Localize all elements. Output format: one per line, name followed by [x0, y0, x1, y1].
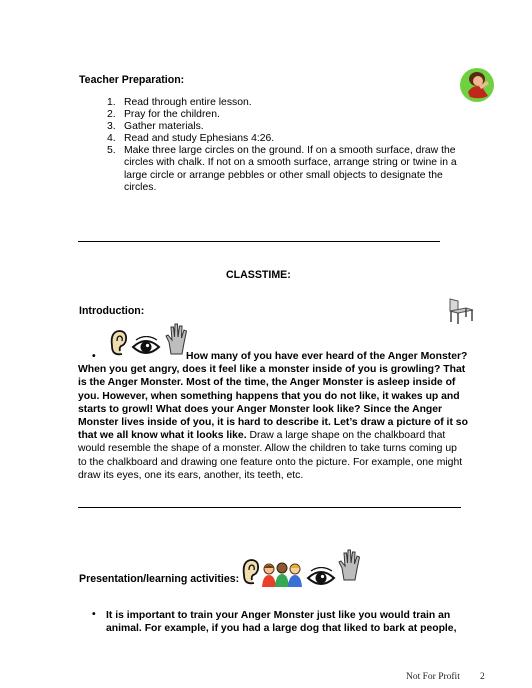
footer-text: Not For Profit — [406, 672, 460, 682]
presentation-bullet-item — [92, 609, 472, 636]
teacher-prep-heading: Teacher Preparation: — [79, 74, 185, 86]
list-item: 4. Read and study Ephesians 4:26. — [107, 133, 275, 145]
bullet: • — [92, 609, 96, 620]
introduction-bold-text: How many of you have ever heard of the Anger Monster? When you get angry, does it feel like a monster inside of you is growling? That is the Anger Monster. Most of the time, the Anger Monster is asleep inside of you. However, when something happens that you do not like, it wakes up and starts to growl! What does your Anger Monster look like? Since the Anger Monster lives inside of you, it is hard to describe it. Let’s draw a picture of it so that we all know what it looks like. — [78, 351, 468, 442]
chair-icon — [446, 297, 476, 325]
list-item: 2. Pray for the children. — [107, 109, 220, 121]
presentation-text: It is important to train your Anger Monster just like you would train an animal. For example, if you had a large dog that liked to bark at people, — [106, 610, 457, 635]
classtime-heading: CLASSTIME: — [226, 269, 291, 281]
divider — [78, 241, 440, 242]
page-number: 2 — [480, 672, 485, 682]
introduction-plain-text: Draw a large shape on the chalkboard that would resemble the shape of a monster. Allow the children to take turns coming up to the chalkboard and drawing one feature onto the picture. For example, one might draw its eyes, one its ears, another, its teeth, etc. — [78, 430, 463, 481]
introduction-heading: Introduction: — [79, 305, 145, 317]
divider — [78, 507, 461, 508]
list-item: 5. Make three large circles on the ground. If on a smooth surface, draw the circles with chalk. If not on a smooth surface, arrange string or twine in a large circle or arrange pebbles or other small objects to designate the circles. — [107, 145, 457, 193]
eye-icon — [306, 567, 336, 589]
hand-icon — [337, 548, 363, 582]
list-item: 3. Gather materials. — [107, 121, 204, 133]
introduction-paragraph — [78, 350, 468, 482]
children-group-icon — [261, 562, 303, 588]
teacher-prep-list — [107, 97, 469, 194]
presentation-heading: Presentation/learning activities: — [79, 573, 240, 585]
ear-icon — [240, 557, 260, 587]
list-item: 1. Read through entire lesson. — [107, 97, 252, 108]
bullet: • — [92, 351, 96, 362]
